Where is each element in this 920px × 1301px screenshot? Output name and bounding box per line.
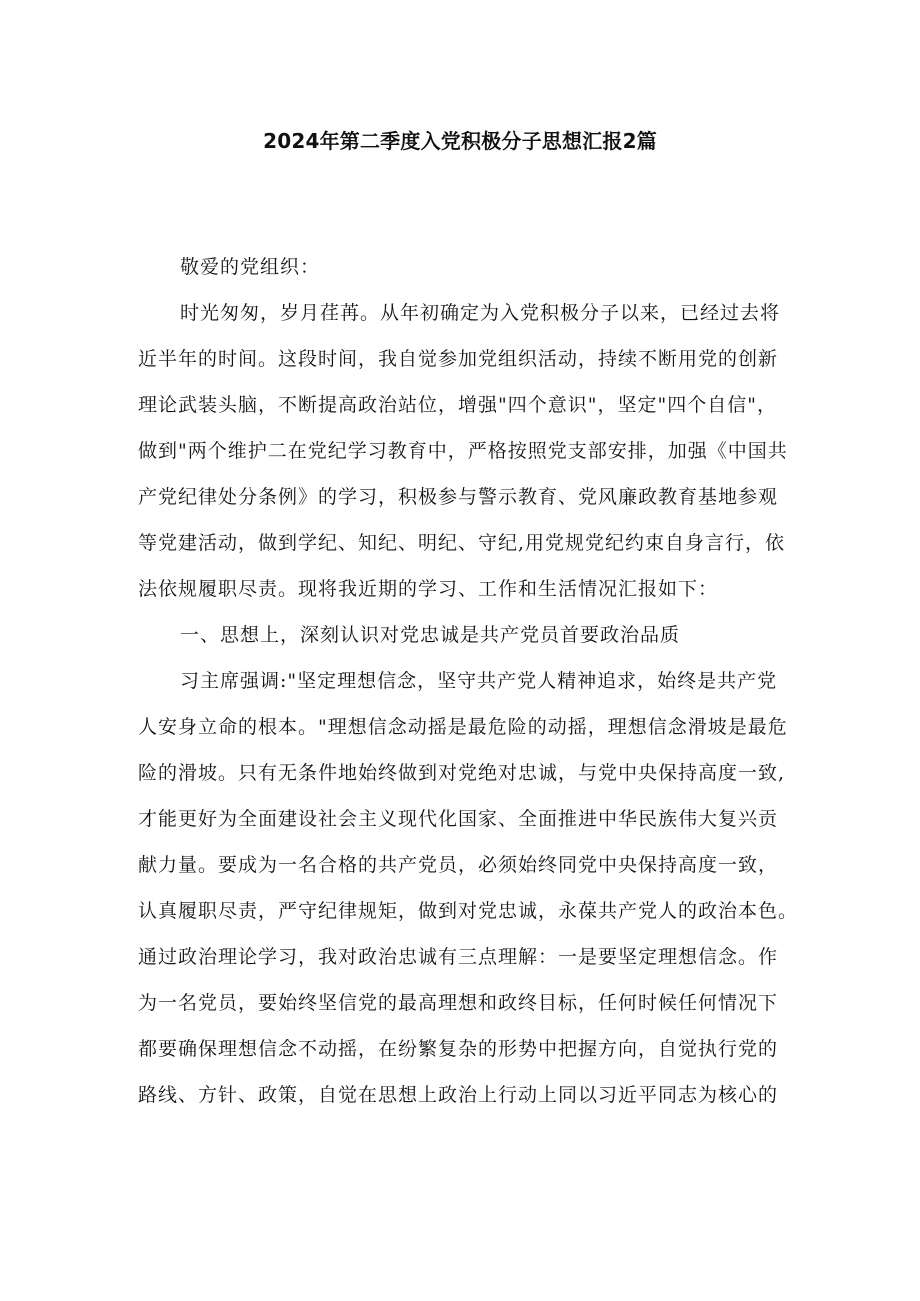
text-line: 认真履职尽责，严守纪律规矩，做到对党忠诚，永葆共产党人的政治本色。: [138, 900, 799, 922]
text-line: 人安身立命的根本。"理想信念动摇是最危险的动摇，理想信念滑坡是最危: [138, 716, 788, 738]
text-line: 通过政治理论学习，我对政治忠诚有三点理解：一是要坚定理想信念。作: [138, 946, 779, 968]
text-line: 敬爱的党组织：: [180, 256, 321, 278]
document-title: 2024年第二季度入党积极分子思想汇报2篇: [263, 129, 657, 153]
text-line: 为一名党员，要始终坚信党的最高理想和政终目标，任何时候任何情况下: [138, 992, 779, 1014]
text-line: 习主席强调:"坚定理想信念，坚守共产党人精神追求，始终是共产党: [180, 670, 778, 692]
text-line: 等党建活动，做到学纪、知纪、明纪、守纪,用党规党纪约束自身言行，依: [138, 532, 786, 554]
text-line: 法依规履职尽责。现将我近期的学习、工作和生活情况汇报如下：: [138, 578, 719, 600]
text-line: 产党纪律处分条例》的学习，积极参与警示教育、党风廉政教育基地参观: [138, 486, 779, 508]
text-line: 献力量。要成为一名合格的共产党员，必须始终同党中央保持高度一致，: [138, 854, 779, 876]
document-body: [138, 244, 799, 1118]
text-line: 险的滑坡。只有无条件地始终做到对党绝对忠诚，与党中央保持高度一致,: [138, 762, 786, 784]
text-line: 近半年的时间。这段时间，我自觉参加党组织活动，持续不断用党的创新: [138, 348, 779, 370]
text-line: 做到"两个维护二在党纪学习教育中，严格按照党支部安排，加强《中国共: [138, 440, 788, 462]
text-line: 路线、方针、政策，自觉在思想上政治上行动上同以习近平同志为核心的: [138, 1084, 779, 1106]
text-line: 理论武装头脑，不断提高政治站位，增强"四个意识"，坚定"四个自信"，: [138, 394, 777, 416]
text-line: 一、思想上，深刻认识对党忠诚是共产党员首要政治品质: [180, 624, 681, 646]
text-line: 都要确保理想信念不动摇，在纷繁复杂的形势中把握方向，自觉执行党的: [138, 1038, 779, 1060]
text-line: 才能更好为全面建设社会主义现代化国家、全面推进中华民族伟大复兴贡: [138, 808, 779, 830]
text-line: 时光匆匆，岁月荏苒。从年初确定为入党积极分子以来，已经过去将: [180, 302, 781, 324]
